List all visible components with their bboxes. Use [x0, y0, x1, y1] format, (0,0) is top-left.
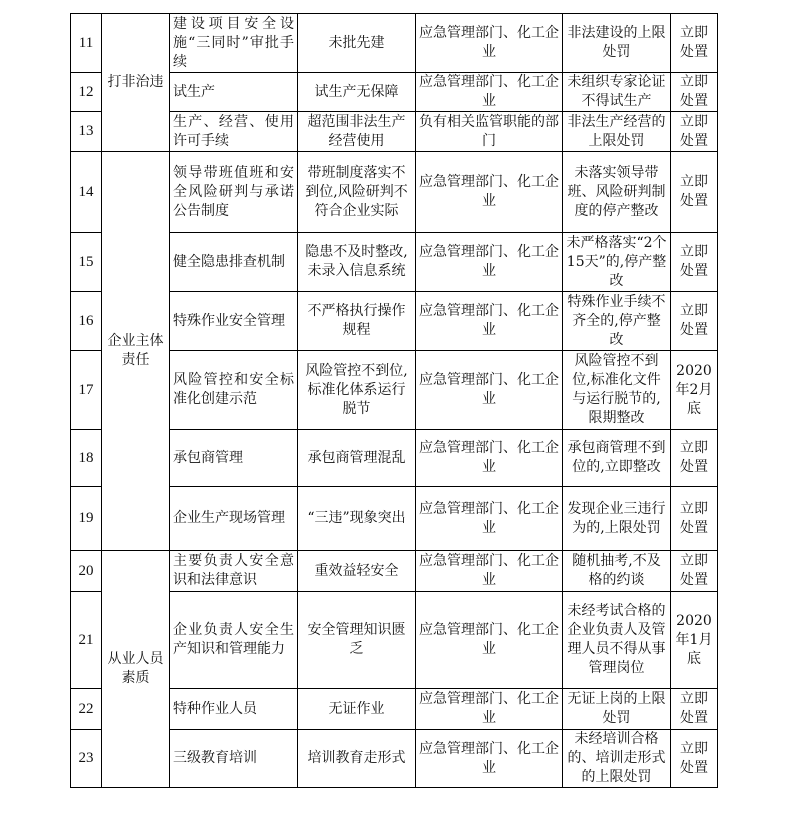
problem-cell: 带班制度落实不到位,风险研判不符合企业实际 — [298, 152, 416, 233]
check-item: 健全隐患排查机制 — [170, 233, 298, 292]
measure-cell: 未经考试合格的企业负责人及管理人员不得从事管理岗位 — [563, 592, 671, 689]
table-body — [71, 14, 718, 788]
problem-cell: 未批先建 — [298, 14, 416, 73]
measure-cell: 随机抽考,不及格的约谈 — [563, 551, 671, 592]
problem-cell: 风险管控不到位,标准化体系运行脱节 — [298, 351, 416, 430]
problem-cell: 试生产无保障 — [298, 73, 416, 112]
measure-cell: 承包商管理不到位的,立即整改 — [563, 430, 671, 487]
row-number: 12 — [71, 73, 102, 112]
deadline-cell: 立即处置 — [671, 73, 718, 112]
row-number: 16 — [71, 292, 102, 351]
check-item: 生产、经营、使用许可手续 — [170, 112, 298, 152]
deadline-cell: 2020年2月底 — [671, 351, 718, 430]
deadline-cell: 立即处置 — [671, 233, 718, 292]
check-item: 企业生产现场管理 — [170, 487, 298, 551]
problem-cell: 培训教育走形式 — [298, 730, 416, 788]
measure-cell: 未严格落实“2个15天”的,停产整改 — [563, 233, 671, 292]
measure-cell: 特殊作业手续不齐全的,停产整改 — [563, 292, 671, 351]
deadline-cell: 立即处置 — [671, 292, 718, 351]
department-cell: 应急管理部门、化工企业 — [416, 73, 563, 112]
table-row — [71, 152, 718, 233]
department-cell: 应急管理部门、化工企业 — [416, 14, 563, 73]
row-number: 18 — [71, 430, 102, 487]
department-cell: 应急管理部门、化工企业 — [416, 351, 563, 430]
row-number: 11 — [71, 14, 102, 73]
problem-cell: 不严格执行操作规程 — [298, 292, 416, 351]
table-row — [71, 551, 718, 592]
row-number: 13 — [71, 112, 102, 152]
deadline-cell: 立即处置 — [671, 487, 718, 551]
problem-cell: 隐患不及时整改,未录入信息系统 — [298, 233, 416, 292]
row-number: 19 — [71, 487, 102, 551]
measure-cell: 发现企业三违行为的,上限处罚 — [563, 487, 671, 551]
check-item: 建设项目安全设施“三同时”审批手续 — [170, 14, 298, 73]
check-item: 风险管控和安全标准化创建示范 — [170, 351, 298, 430]
check-item: 特种作业人员 — [170, 689, 298, 730]
problem-cell: “三违”现象突出 — [298, 487, 416, 551]
measure-cell: 未组织专家论证不得试生产 — [563, 73, 671, 112]
deadline-cell: 2020年1月底 — [671, 592, 718, 689]
category-cell: 从业人员素质 — [102, 551, 170, 788]
department-cell: 应急管理部门、化工企业 — [416, 689, 563, 730]
problem-cell: 超范围非法生产经营使用 — [298, 112, 416, 152]
row-number: 23 — [71, 730, 102, 788]
deadline-cell: 立即处置 — [671, 430, 718, 487]
deadline-cell: 立即处置 — [671, 689, 718, 730]
department-cell: 负有相关监管职能的部门 — [416, 112, 563, 152]
deadline-cell: 立即处置 — [671, 14, 718, 73]
measure-cell: 非法生产经营的上限处罚 — [563, 112, 671, 152]
check-item: 企业负责人安全生产知识和管理能力 — [170, 592, 298, 689]
check-item: 特殊作业安全管理 — [170, 292, 298, 351]
check-item: 主要负责人安全意识和法律意识 — [170, 551, 298, 592]
row-number: 20 — [71, 551, 102, 592]
department-cell: 应急管理部门、化工企业 — [416, 730, 563, 788]
check-item: 试生产 — [170, 73, 298, 112]
department-cell: 应急管理部门、化工企业 — [416, 233, 563, 292]
measure-cell: 无证上岗的上限处罚 — [563, 689, 671, 730]
row-number: 14 — [71, 152, 102, 233]
problem-cell: 重效益轻安全 — [298, 551, 416, 592]
check-item: 领导带班值班和安全风险研判与承诺公告制度 — [170, 152, 298, 233]
measure-cell: 未落实领导带班、风险研判制度的停产整改 — [563, 152, 671, 233]
deadline-cell: 立即处置 — [671, 730, 718, 788]
deadline-cell: 立即处置 — [671, 112, 718, 152]
department-cell: 应急管理部门、化工企业 — [416, 551, 563, 592]
check-item: 承包商管理 — [170, 430, 298, 487]
deadline-cell: 立即处置 — [671, 551, 718, 592]
row-number: 17 — [71, 351, 102, 430]
problem-cell: 无证作业 — [298, 689, 416, 730]
department-cell: 应急管理部门、化工企业 — [416, 592, 563, 689]
department-cell: 应急管理部门、化工企业 — [416, 487, 563, 551]
measure-cell: 非法建设的上限处罚 — [563, 14, 671, 73]
check-item: 三级教育培训 — [170, 730, 298, 788]
row-number: 15 — [71, 233, 102, 292]
department-cell: 应急管理部门、化工企业 — [416, 292, 563, 351]
problem-cell: 承包商管理混乱 — [298, 430, 416, 487]
rectification-table — [70, 13, 718, 788]
deadline-cell: 立即处置 — [671, 152, 718, 233]
category-cell: 企业主体责任 — [102, 152, 170, 551]
department-cell: 应急管理部门、化工企业 — [416, 152, 563, 233]
department-cell: 应急管理部门、化工企业 — [416, 430, 563, 487]
measure-cell: 风险管控不到位,标准化文件与运行脱节的,限期整改 — [563, 351, 671, 430]
measure-cell: 未经培训合格的、培训走形式的上限处罚 — [563, 730, 671, 788]
document-page — [70, 13, 718, 788]
row-number: 22 — [71, 689, 102, 730]
category-cell: 打非治违 — [102, 14, 170, 152]
table-row — [71, 14, 718, 73]
problem-cell: 安全管理知识匮乏 — [298, 592, 416, 689]
row-number: 21 — [71, 592, 102, 689]
